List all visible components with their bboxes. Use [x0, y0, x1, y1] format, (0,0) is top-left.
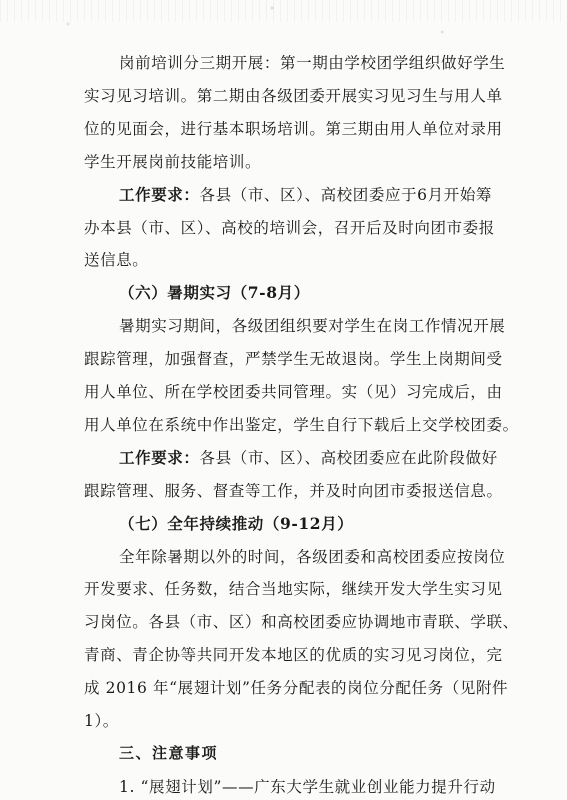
paragraph-year-round-line-5: 成 2016 年“展翅计划”任务分配表的岗位分配任务（见附件 [84, 679, 509, 698]
scan-noise [0, 0, 567, 22]
work-requirement-line-1 [119, 184, 492, 206]
work-requirement-2-label: 工作要求： [119, 447, 200, 467]
section-heading-year-round: （七）全年持续推动（9-12月） [119, 513, 354, 533]
paragraph-summer-line-2: 跟踪管理，加强督查，严禁学生无故退岗。学生上岗期间受 [84, 350, 503, 369]
paragraph-year-round-line-1: 全年除暑期以外的时间，各级团委和高校团委应按岗位 [119, 547, 506, 566]
section-heading-summer-internship: （六）暑期实习（7-8月） [119, 283, 310, 303]
paragraph-summer-line-3: 用人单位、所在学校团委共同管理。实（见）习完成后，由 [84, 383, 503, 401]
paragraph-training-line-4: 学生开展岗前技能培训。 [84, 152, 262, 171]
paragraph-training-line-3: 位的见面会，进行基本职场培训。第三期由用人单位对录用 [84, 119, 503, 138]
work-requirement-2-line-2: 跟踪管理、服务、督查等工作，并及时向团市委报送信息。 [84, 481, 503, 500]
paragraph-training-line-1: 岗前培训分三期开展：第一期由学校团学组织做好学生 [119, 54, 506, 72]
paragraph-year-round-line-6: 1）。 [84, 712, 119, 730]
work-requirement-line-3: 送信息。 [84, 251, 149, 270]
work-requirement-2-line-1 [119, 447, 498, 469]
paragraph-summer-line-4: 用人单位在系统中作出鉴定，学生自行下载后上交学校团委。 [84, 415, 519, 434]
paragraph-year-round-line-3: 习岗位。各县（市、区）和高校团委应协调地市青联、学联、 [84, 613, 519, 632]
paragraph-summer-line-1: 暑期实习期间，各级团组织要对学生在岗工作情况开展 [119, 317, 506, 336]
section-heading-notes: 三、注意事项 [119, 743, 219, 762]
work-requirement-2-text-1: 各县（市、区）、高校团委应在此阶段做好 [199, 448, 498, 467]
work-requirement-text-1: 各县（市、区）、高校团委应于6月开始筹 [199, 185, 493, 204]
paragraph-year-round-line-4: 青商、青企协等共同开发本地区的优质的实习见习岗位，完 [84, 646, 503, 665]
notes-item-1: 1. “展翅计划”——广东大学生就业创业能力提升行动 [119, 777, 496, 796]
work-requirement-label: 工作要求： [119, 184, 200, 204]
paragraph-year-round-line-2: 开发要求、任务数，结合当地实际，继续开发大学生实习见 [84, 580, 503, 599]
work-requirement-line-2: 办本县（市、区）、高校的培训会，召开后及时向团市委报 [84, 218, 495, 237]
paragraph-training-line-2: 实习见习培训。第二期由各级团委开展实习见习生与用人单 [84, 86, 503, 105]
